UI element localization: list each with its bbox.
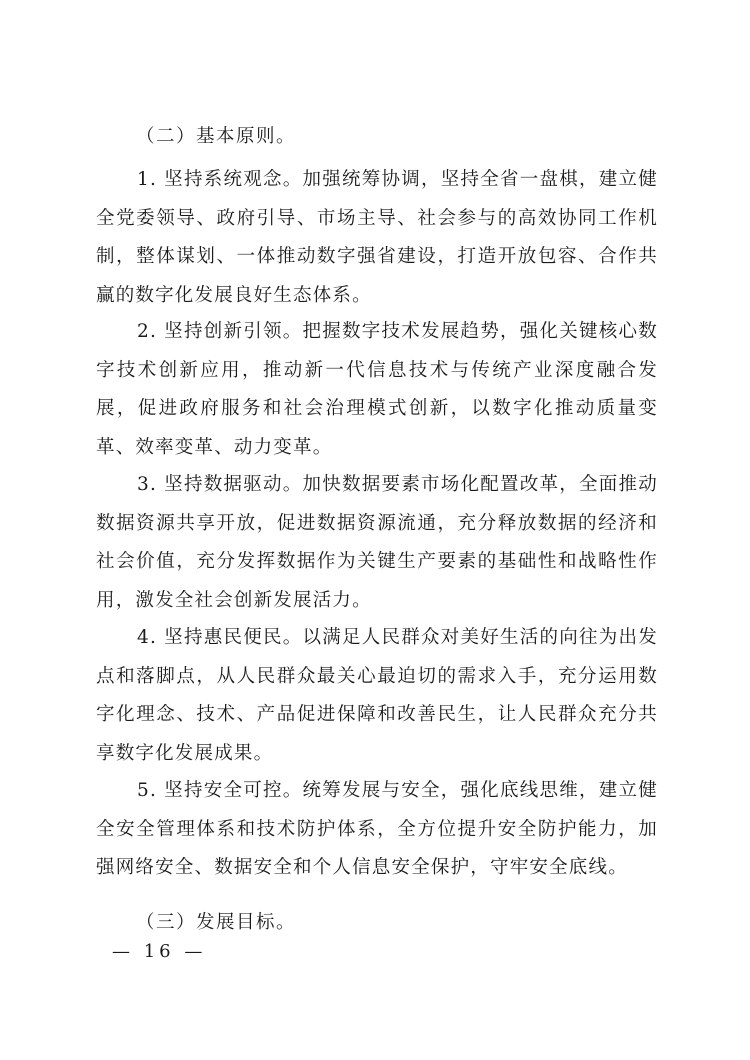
section-heading-basic-principles: （二）基本原则。 <box>136 126 297 147</box>
principle-paragraph-5: 5. 坚持安全可控。统筹发展与安全，强化底线思维，建立健全安全管理体系和技术防护体系，全方位提升安全防护能力，加强网络安全、数据安全和个人信息安全保护，守牢安全底线。 <box>96 780 658 878</box>
principle-paragraph-2: 2. 坚持创新引领。把握数字技术发展趋势，强化关键核心数字技术创新应用，推动新一代信息技术与传统产业深度融合发展，促进政府服务和社会治理模式创新，以数字化推动质量变革、效率变革、动力变革。 <box>96 321 658 458</box>
principle-paragraph-1: 1. 坚持系统观念。加强统筹协调，坚持全省一盘棋，建立健全党委领导、政府引导、市场主导、社会参与的高效协同工作机制，整体谋划、一体推动数字强省建设，打造开放包容、合作共赢的数字化发展良好生态体系。 <box>96 169 658 306</box>
principle-paragraph-3: 3. 坚持数据驱动。加快数据要素市场化配置改革，全面推动数据资源共享开放，促进数据资源流通，充分释放数据的经济和社会价值，充分发挥数据作为关键生产要素的基础性和战略性作用，激发全社会创新发展活力。 <box>96 474 658 611</box>
section-heading-development-goals: （三）发展目标。 <box>136 912 297 933</box>
page-number: — 16 — <box>112 941 207 962</box>
principle-paragraph-4: 4. 坚持惠民便民。以满足人民群众对美好生活的向往为出发点和落脚点，从人民群众最关心最迫切的需求入手，充分运用数字化理念、技术、产品促进保障和改善民生，让人民群众充分共享数字化发展成果。 <box>96 627 658 764</box>
